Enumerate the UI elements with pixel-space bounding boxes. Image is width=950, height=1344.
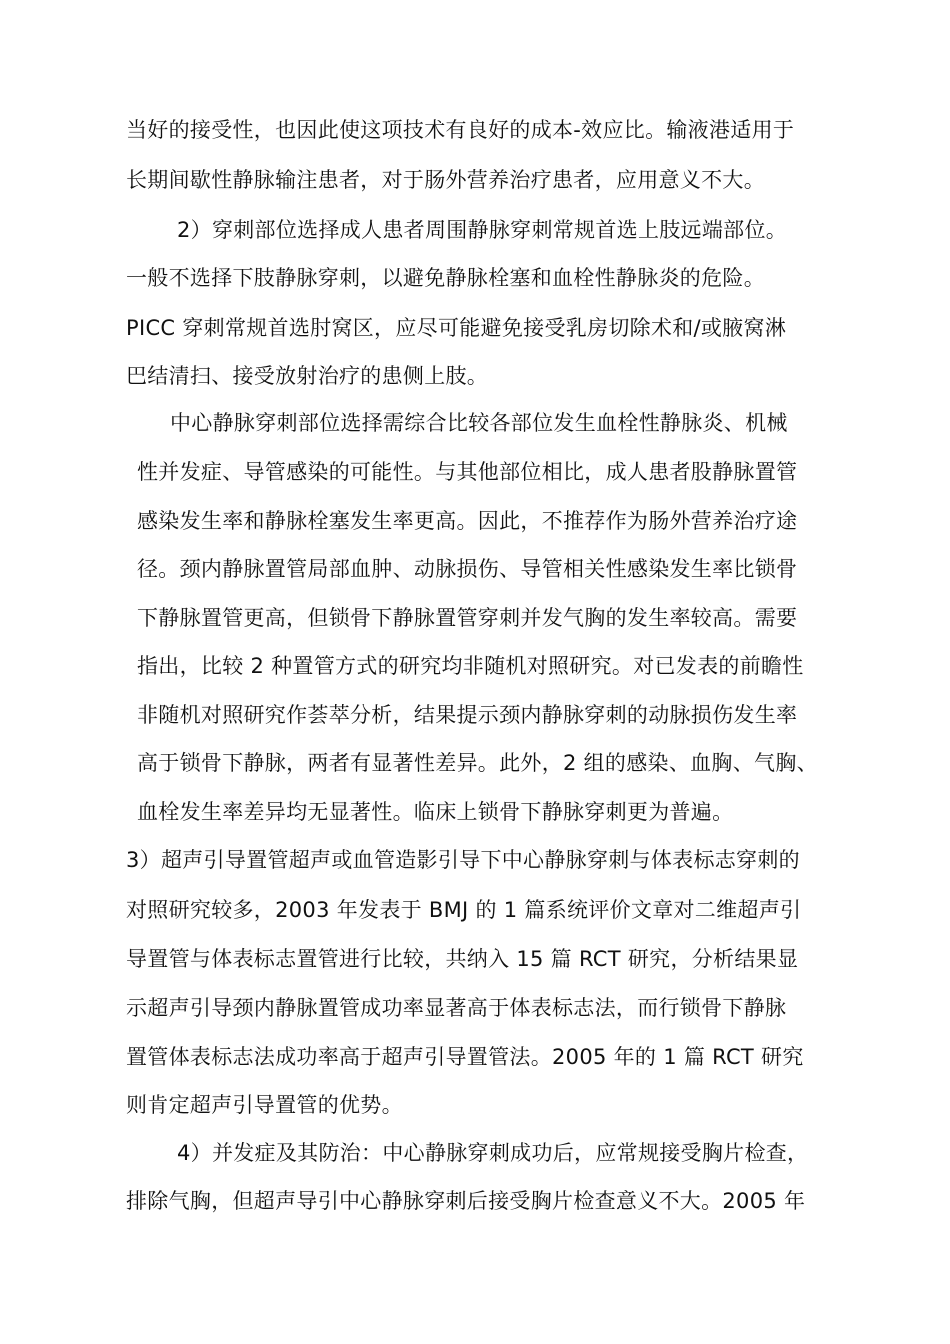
text-line: 下静脉置管更高，但锁骨下静脉置管穿刺并发气胸的发生率较高。需要 [137,606,798,630]
text-line: 对照研究较多，2003 年发表于 BMJ 的 1 篇系统评价文章对二维超声引 [126,898,802,922]
text-line: 高于锁骨下静脉，两者有显著性差异。此外，2 组的感染、血胸、气胸、 [137,751,818,775]
text-line: 一般不选择下肢静脉穿刺，以避免静脉栓塞和血栓性静脉炎的危险。 [126,266,765,290]
text-line: 巴结清扫、接受放射治疗的患侧上肢。 [126,364,489,388]
text-line: 则肯定超声引导置管的优势。 [126,1093,403,1117]
text-line: 性并发症、导管感染的可能性。与其他部位相比，成人患者股静脉置管 [137,460,798,484]
text-line: 径。颈内静脉置管局部血肿、动脉损伤、导管相关性感染发生率比锁骨 [137,557,798,581]
text-line: 当好的接受性，也因此使这项技术有良好的成本-效应比。输液港适用于 [126,118,795,142]
text-line: 长期间歇性静脉输注患者，对于肠外营养治疗患者，应用意义不大。 [126,168,765,192]
text-line: 中心静脉穿刺部位选择需综合比较各部位发生血栓性静脉炎、机械 [170,411,788,435]
text-line: 置管体表标志法成功率高于超声引导置管法。2005 年的 1 篇 RCT 研究 [126,1045,804,1069]
text-line: 2）穿刺部位选择成人患者周围静脉穿刺常规首选上肢远端部位。 [177,218,788,242]
text-line: PICC 穿刺常规首选肘窝区，应尽可能避免接受乳房切除术和/或腋窝淋 [126,316,787,340]
text-line: 导置管与体表标志置管进行比较，共纳入 15 篇 RCT 研究，分析结果显 [126,947,799,971]
text-line: 指出，比较 2 种置管方式的研究均非随机对照研究。对已发表的前瞻性 [137,654,804,678]
text-line: 血栓发生率差异均无显著性。临床上锁骨下静脉穿刺更为普遍。 [137,800,734,824]
text-line: 示超声引导颈内静脉置管成功率显著高于体表标志法，而行锁骨下静脉 [126,996,787,1020]
text-line: 4）并发症及其防治：中心静脉穿刺成功后，应常规接受胸片检查， [177,1141,809,1165]
text-line: 非随机对照研究作荟萃分析，结果提示颈内静脉穿刺的动脉损伤发生率 [137,703,798,727]
text-line: 感染发生率和静脉栓塞发生率更高。因此，不推荐作为肠外营养治疗途 [137,509,798,533]
text-line: 3）超声引导置管超声或血管造影引导下中心静脉穿刺与体表标志穿刺的 [126,848,800,872]
text-line: 排除气胸，但超声导引中心静脉穿刺后接受胸片检查意义不大。2005 年 [126,1189,806,1213]
